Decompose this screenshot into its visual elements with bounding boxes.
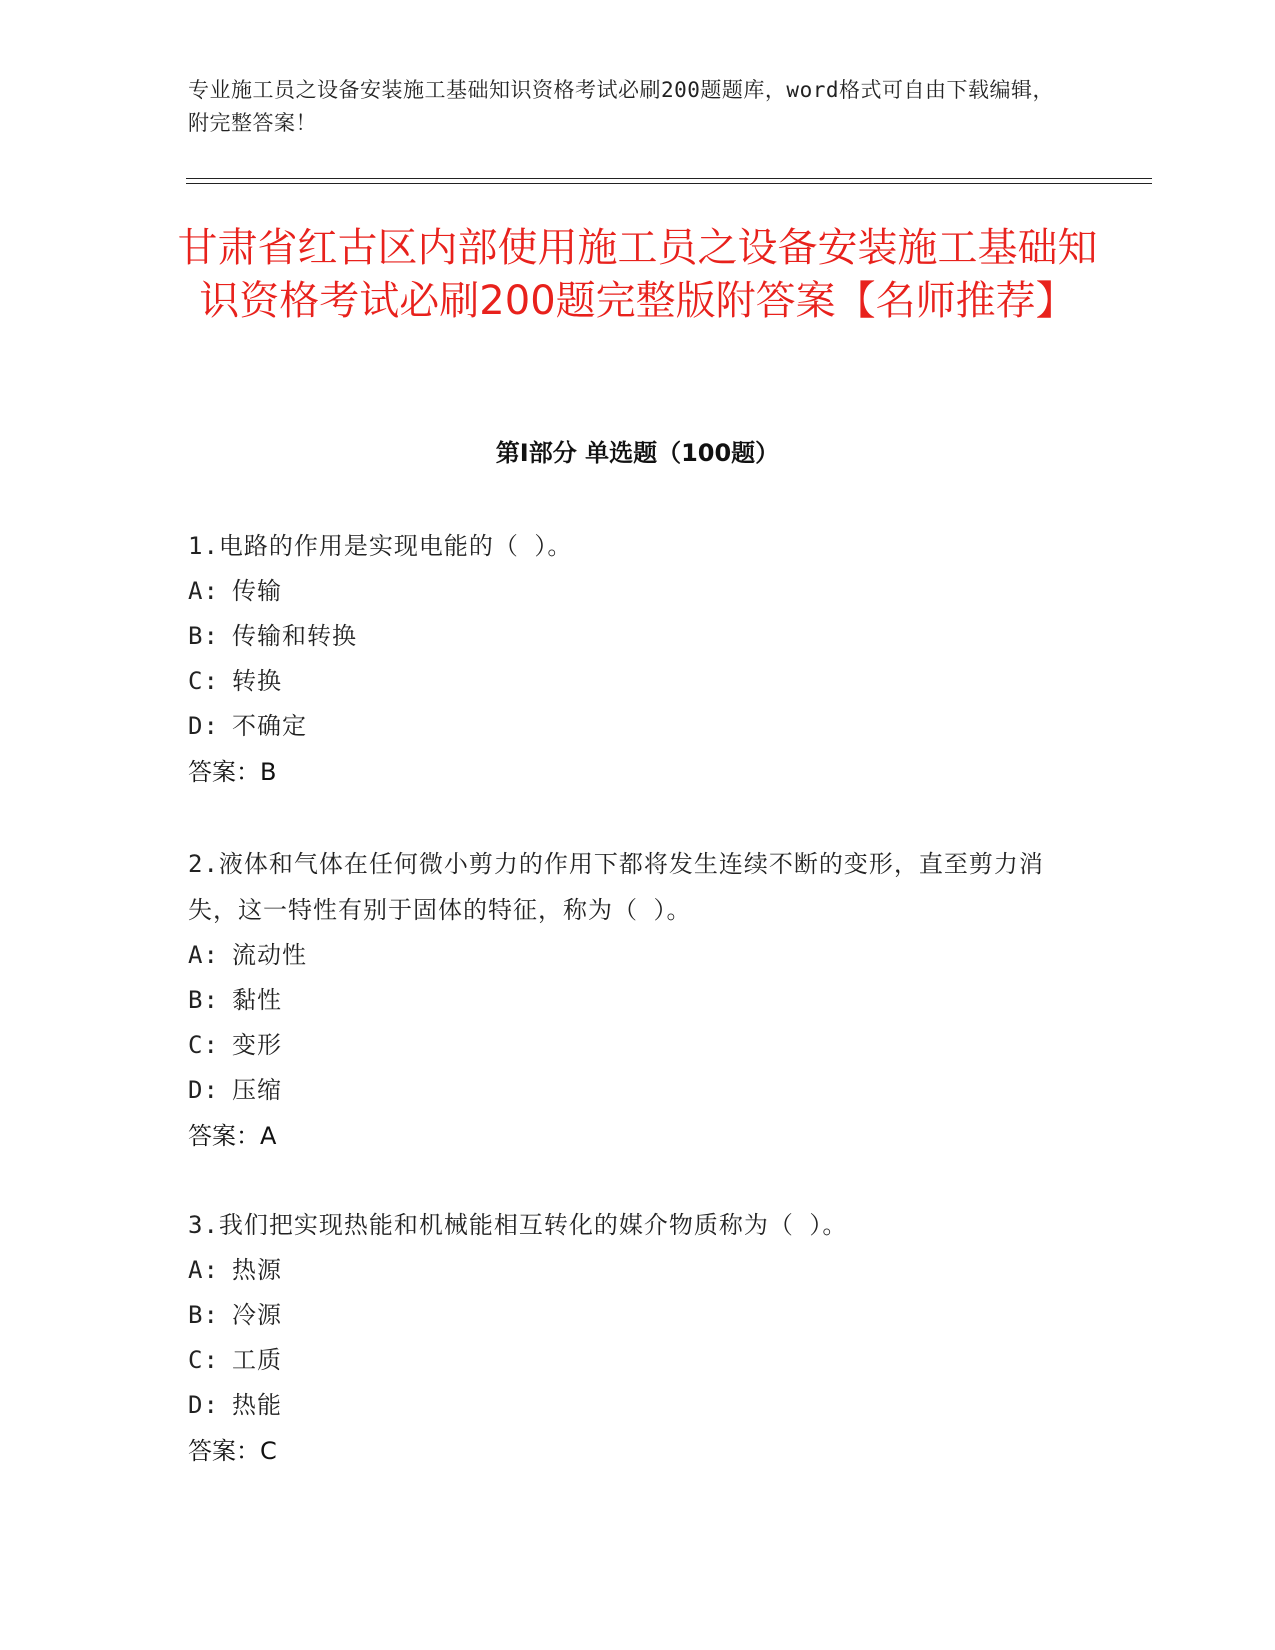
header-note: 专业施工员之设备安装施工基础知识资格考试必刷200题题库，word格式可自由下载编辑，附完整答案！ bbox=[188, 78, 1054, 135]
option-letter: D: bbox=[188, 1076, 219, 1104]
question-stem: 2.液体和气体在任何微小剪力的作用下都将发生连续不断的变形，直至剪力消失，这一特性有别于固体的特征，称为（ ）。 bbox=[188, 850, 1044, 924]
option-text: 变形 bbox=[232, 1031, 282, 1059]
option-letter: C: bbox=[188, 1346, 219, 1374]
question-2 bbox=[188, 841, 1078, 1159]
option-text: 压缩 bbox=[232, 1076, 282, 1104]
document-title: 甘肃省红古区内部使用施工员之设备安装施工基础知识资格考试必刷200题完整版附答案【名师推荐】 bbox=[177, 225, 1098, 324]
answer-line: 答案：A bbox=[188, 1122, 277, 1150]
option-text: 工质 bbox=[232, 1346, 282, 1374]
option-d bbox=[188, 704, 1078, 749]
option-letter: C: bbox=[188, 667, 219, 695]
option-c bbox=[188, 1338, 1078, 1383]
section-heading: 第Ⅰ部分 单选题（100题） bbox=[495, 439, 780, 467]
option-text: 不确定 bbox=[232, 712, 307, 740]
question-3 bbox=[188, 1202, 1078, 1474]
answer-line: 答案：B bbox=[188, 758, 277, 786]
option-text: 传输和转换 bbox=[232, 622, 357, 650]
header-divider-top bbox=[186, 178, 1152, 179]
option-c bbox=[188, 1023, 1078, 1068]
option-d bbox=[188, 1383, 1078, 1428]
option-letter: D: bbox=[188, 1391, 219, 1419]
option-text: 热能 bbox=[232, 1391, 282, 1419]
option-b bbox=[188, 978, 1078, 1023]
option-b bbox=[188, 614, 1078, 659]
option-text: 热源 bbox=[232, 1256, 282, 1284]
option-letter: A: bbox=[188, 577, 219, 605]
option-text: 流动性 bbox=[232, 941, 307, 969]
option-letter: D: bbox=[188, 712, 219, 740]
option-text: 转换 bbox=[232, 667, 282, 695]
option-a bbox=[188, 933, 1078, 978]
header-divider-bottom bbox=[186, 183, 1152, 184]
option-a bbox=[188, 569, 1078, 614]
option-d bbox=[188, 1068, 1078, 1113]
option-letter: B: bbox=[188, 1301, 219, 1329]
option-text: 冷源 bbox=[232, 1301, 282, 1329]
question-1 bbox=[188, 523, 1078, 795]
option-letter: B: bbox=[188, 986, 219, 1014]
option-letter: B: bbox=[188, 622, 219, 650]
option-letter: A: bbox=[188, 1256, 219, 1284]
option-c bbox=[188, 659, 1078, 704]
option-a bbox=[188, 1248, 1078, 1293]
option-letter: A: bbox=[188, 941, 219, 969]
option-letter: C: bbox=[188, 1031, 219, 1059]
option-text: 传输 bbox=[232, 577, 282, 605]
question-stem: 3.我们把实现热能和机械能相互转化的媒介物质称为（ ）。 bbox=[188, 1211, 848, 1239]
answer-line: 答案：C bbox=[188, 1437, 277, 1465]
question-stem: 1.电路的作用是实现电能的（ ）。 bbox=[188, 532, 573, 560]
option-text: 黏性 bbox=[232, 986, 282, 1014]
option-b bbox=[188, 1293, 1078, 1338]
